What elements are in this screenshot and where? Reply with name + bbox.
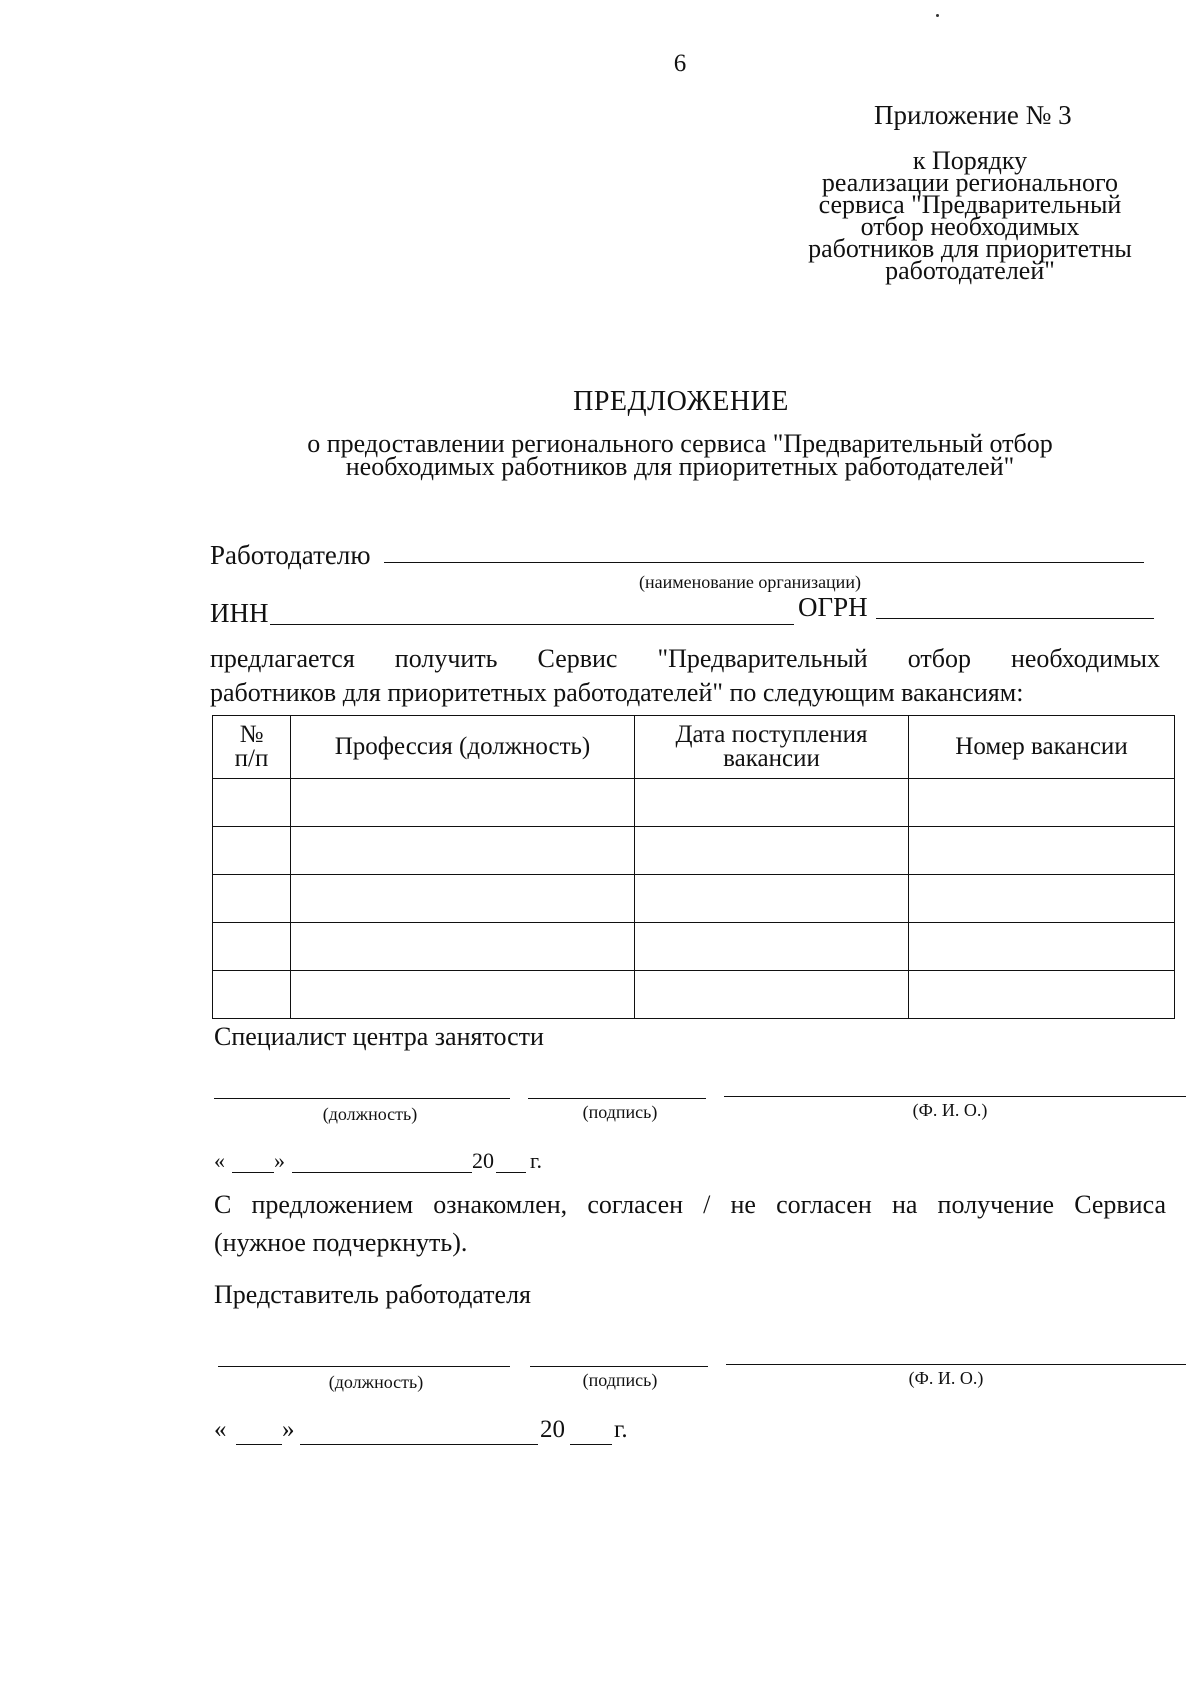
intro-paragraph bbox=[210, 642, 1160, 710]
specialist-year-suffix: г. bbox=[530, 1148, 543, 1173]
intro-line: работников для приоритетных работодателей" по следующим вакансиям: bbox=[210, 678, 1024, 707]
specialist-signature-caption: (подпись) bbox=[582, 1102, 658, 1122]
inn-label: ИНН bbox=[210, 598, 269, 628]
specialist-name-line[interactable] bbox=[724, 1096, 1186, 1097]
cell-number[interactable] bbox=[213, 923, 291, 971]
cell-number[interactable] bbox=[213, 875, 291, 923]
specialist-date-open-quote: « bbox=[214, 1148, 225, 1173]
cell-vacancy-number[interactable] bbox=[909, 923, 1175, 971]
employer-label: Работодателю bbox=[210, 540, 371, 570]
cell-number[interactable] bbox=[213, 827, 291, 875]
representative-signature-line[interactable] bbox=[530, 1366, 708, 1367]
appendix-line: работников для приоритетны bbox=[808, 234, 1132, 263]
representative-date-open-quote: « bbox=[214, 1416, 227, 1443]
specialist-label: Специалист центра занятости bbox=[214, 1022, 544, 1051]
specialist-signature-line[interactable] bbox=[528, 1098, 706, 1099]
ogrn-label: ОГРН bbox=[798, 592, 868, 622]
appendix-line: реализации регионального bbox=[821, 168, 1119, 197]
representative-name-line[interactable] bbox=[726, 1364, 1186, 1365]
cell-vacancy-number[interactable] bbox=[909, 971, 1175, 1019]
representative-label: Представитель работодателя bbox=[214, 1280, 532, 1309]
table-row bbox=[213, 827, 1175, 875]
cell-profession[interactable] bbox=[291, 875, 635, 923]
cell-date[interactable] bbox=[635, 827, 909, 875]
vacancy-table bbox=[212, 715, 1175, 1019]
representative-name-caption: (Ф. И. О.) bbox=[908, 1368, 984, 1388]
representative-date-close-quote: » bbox=[282, 1416, 295, 1443]
specialist-position-line[interactable] bbox=[214, 1098, 510, 1099]
employer-name-line[interactable] bbox=[384, 562, 1144, 563]
cell-date[interactable] bbox=[635, 875, 909, 923]
header-number: № п/п bbox=[213, 716, 291, 779]
table-row bbox=[213, 971, 1175, 1019]
cell-date[interactable] bbox=[635, 971, 909, 1019]
specialist-year-prefix: 20 bbox=[472, 1148, 494, 1173]
cell-profession[interactable] bbox=[291, 827, 635, 875]
agreement-line: С предложением ознакомлен, согласен / не согласен на получение Сервиса bbox=[214, 1190, 1166, 1219]
specialist-month-line[interactable] bbox=[292, 1172, 472, 1173]
document-subtitle bbox=[250, 429, 1110, 481]
table-row bbox=[213, 923, 1175, 971]
cell-vacancy-number[interactable] bbox=[909, 779, 1175, 827]
cell-profession[interactable] bbox=[291, 779, 635, 827]
cell-number[interactable] bbox=[213, 971, 291, 1019]
cell-date[interactable] bbox=[635, 923, 909, 971]
appendix-line: к Порядку bbox=[912, 146, 1028, 175]
appendix-reference bbox=[770, 146, 1170, 285]
intro-line: предлагается получить Сервис "Предварительный отбор необходимых bbox=[210, 644, 1160, 673]
appendix-title: Приложение № 3 bbox=[874, 100, 1072, 130]
appendix-line: работодателей" bbox=[885, 256, 1055, 285]
representative-year-suffix: г. bbox=[614, 1416, 628, 1443]
page-number: 6 bbox=[673, 50, 687, 77]
subtitle-line: о предоставлении регионального сервиса "Предварительный отбор bbox=[307, 429, 1053, 458]
header-vacancy-number: Номер вакансии bbox=[909, 716, 1175, 779]
scan-speck bbox=[936, 14, 939, 17]
header-profession: Профессия (должность) bbox=[291, 716, 635, 779]
cell-profession[interactable] bbox=[291, 971, 635, 1019]
header-date: Дата поступления вакансии bbox=[635, 716, 909, 779]
specialist-position-caption: (должность) bbox=[322, 1104, 418, 1124]
employer-name-caption: (наименование организации) bbox=[639, 572, 861, 592]
representative-position-caption: (должность) bbox=[328, 1372, 424, 1392]
representative-signature-caption: (подпись) bbox=[582, 1370, 658, 1390]
specialist-date-close-quote: » bbox=[274, 1148, 285, 1173]
ogrn-line[interactable] bbox=[876, 618, 1154, 619]
agreement-paragraph bbox=[214, 1186, 1166, 1262]
table-header-row bbox=[213, 716, 1175, 779]
inn-line[interactable] bbox=[270, 624, 794, 625]
cell-number[interactable] bbox=[213, 779, 291, 827]
representative-year-line[interactable] bbox=[570, 1444, 612, 1445]
cell-vacancy-number[interactable] bbox=[909, 827, 1175, 875]
specialist-day-line[interactable] bbox=[232, 1172, 274, 1173]
document-title: ПРЕДЛОЖЕНИЕ bbox=[573, 386, 789, 417]
appendix-line: сервиса "Предварительный bbox=[818, 190, 1122, 219]
representative-day-line[interactable] bbox=[236, 1444, 282, 1445]
specialist-name-caption: (Ф. И. О.) bbox=[912, 1100, 988, 1120]
representative-position-line[interactable] bbox=[218, 1366, 510, 1367]
cell-profession[interactable] bbox=[291, 923, 635, 971]
agreement-line: (нужное подчеркнуть). bbox=[214, 1228, 468, 1257]
cell-date[interactable] bbox=[635, 779, 909, 827]
subtitle-line: необходимых работников для приоритетных работодателей" bbox=[345, 452, 1015, 481]
table-row bbox=[213, 779, 1175, 827]
table-row bbox=[213, 875, 1175, 923]
cell-vacancy-number[interactable] bbox=[909, 875, 1175, 923]
appendix-line: отбор необходимых bbox=[860, 212, 1080, 241]
representative-year-prefix: 20 bbox=[540, 1416, 565, 1443]
specialist-year-line[interactable] bbox=[496, 1172, 526, 1173]
representative-month-line[interactable] bbox=[300, 1444, 538, 1445]
